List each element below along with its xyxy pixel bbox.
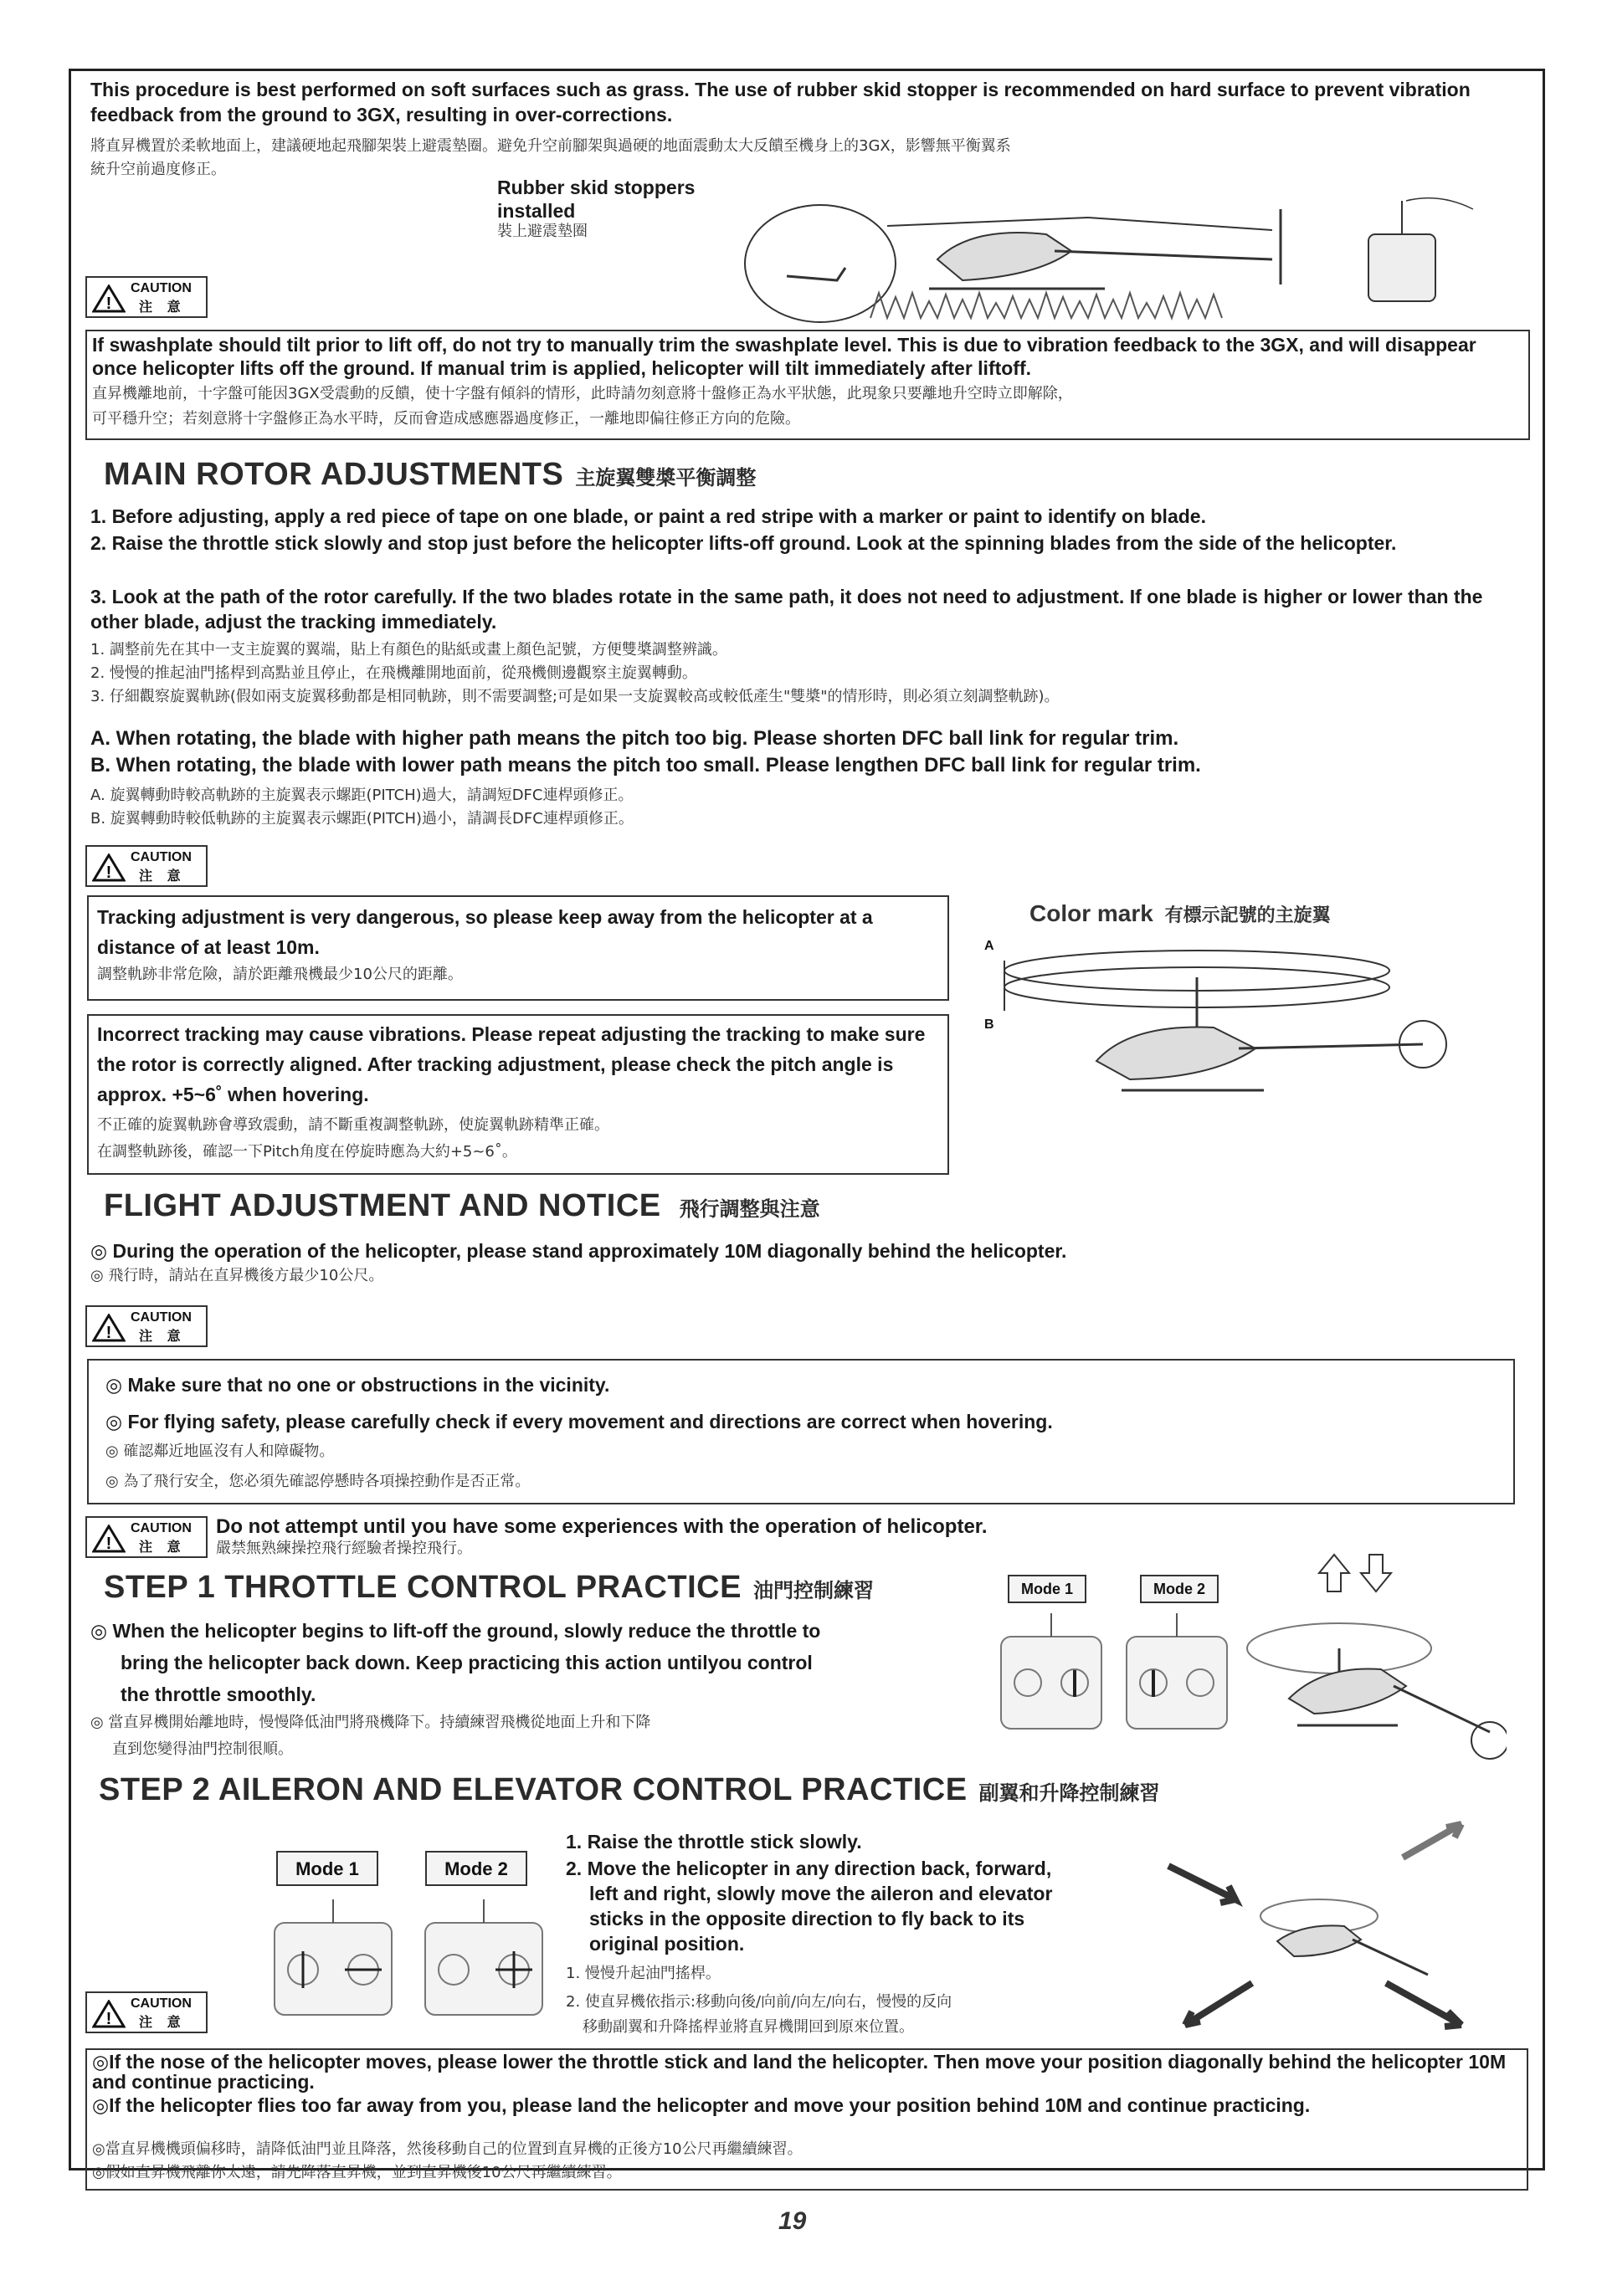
flight-title: FLIGHT ADJUSTMENT AND NOTICE [104, 1188, 661, 1223]
svg-text:!: ! [105, 1535, 112, 1553]
up-down-arrows-icon [1311, 1548, 1403, 1598]
caution-label: CAUTION [131, 1310, 192, 1325]
rotor-step-1-zh: 1. 調整前先在其中一支主旋翼的翼端，貼上有顏色的貼紙或畫上顏色記號，方便雙槳調整辨識。 [90, 641, 727, 659]
step1-heading [104, 1570, 874, 1606]
step1-text-2: bring the helicopter back down. Keep practicing this action untilyou control [121, 1652, 813, 1673]
warning-icon [92, 2000, 126, 2028]
rotor-note-b-zh: B. 旋翼轉動時較低軌跡的主旋翼表示螺距(PITCH)過小，請調長DFC連桿頭修正。 [90, 810, 634, 828]
caution-label-zh: 注 意 [139, 2014, 186, 2030]
blade-label-a: A [984, 939, 994, 953]
incorrect-tracking-box [87, 1014, 949, 1175]
caution-label: CAUTION [131, 850, 192, 864]
bottom-notice-text-2: ◎If the helicopter flies too far away from you, please land the helicopter and move your position behind 10M and continue practicing. [92, 2094, 1311, 2116]
step2-text-zh-2b: 移動副翼和升降搖桿並將直昇機開回到原來位置。 [583, 2018, 914, 2036]
swashplate-notice-box [85, 330, 1530, 440]
step2-heading [99, 1772, 1160, 1808]
step2-text-2a: 2. Move the helicopter in any direction back, forward, [566, 1858, 1052, 1879]
step2-title: STEP 2 AILERON AND ELEVATOR CONTROL PRACTICE [99, 1772, 968, 1807]
caution-badge [85, 845, 208, 887]
step1-helicopter-illustration [1239, 1607, 1507, 1774]
rotor-step-3-zh: 3. 仔細觀察旋翼軌跡(假如兩支旋翼移動都是相同軌跡，則不需要調整;可是如果一支旋翼較高或較低產生"雙槳"的情形時，則必須立刻調整軌跡)。 [90, 688, 1060, 705]
rotor-note-a: A. When rotating, the blade with higher path means the pitch too big. Please shorten DFC ball link for regular trim. [90, 727, 1179, 750]
step2-mode2-label: Mode 2 [425, 1851, 527, 1886]
flight-stand-text-zh: ◎ 飛行時，請站在直昇機後方最少10公尺。 [90, 1267, 384, 1284]
caution-label-zh: 注 意 [139, 1539, 186, 1555]
rotor-note-b: B. When rotating, the blade with lower path means the pitch too small. Please lengthen DFC ball link for regular trim. [90, 754, 1201, 776]
main-rotor-heading [104, 457, 756, 493]
step1-text-3: the throttle smoothly. [121, 1684, 316, 1705]
svg-text:!: ! [105, 295, 112, 313]
blade-label-b: B [984, 1017, 994, 1032]
flight-safety-box [87, 1359, 1515, 1504]
rotor-step-1: 1. Before adjusting, apply a red piece of tape on one blade, or paint a red stripe with a marker or paint to identify on blade. [90, 505, 1206, 527]
caution-label-zh: 注 意 [139, 868, 186, 884]
warning-icon [92, 284, 126, 313]
rotor-step-3: 3. Look at the path of the rotor carefully. If the two blades rotate in the same path, it does not need to adjustment. If one blade is higher or lower than the other blade, adjust the tracking immediately. [90, 586, 1483, 633]
swashplate-notice-zh-1: 直昇機離地前，十字盤可能因3GX受震動的反饋，使十字盤有傾斜的情形，此時請勿刻意將十盤修正為水平狀態，此現象只要離地升空時立即解除， [92, 385, 1073, 402]
step2-text-1: 1. Raise the throttle stick slowly. [566, 1831, 862, 1853]
svg-text:!: ! [105, 1324, 112, 1342]
step1-transmitter-illustrations [993, 1612, 1235, 1737]
attempt-warning-zh: 嚴禁無熟練操控飛行經驗者操控飛行。 [216, 1540, 472, 1557]
rotor-tracking-illustration [996, 935, 1465, 1103]
step2-text-zh-1: 1. 慢慢升起油門搖桿。 [566, 1965, 721, 1982]
step1-text-zh-1: ◎ 當直昇機開始離地時，慢慢降低油門將飛機降下。持續練習飛機從地面上升和下降 [90, 1714, 651, 1731]
intro-text-zh-2: 統升空前過度修正。 [90, 161, 226, 178]
svg-text:!: ! [105, 864, 112, 882]
caution-label: CAUTION [131, 1996, 192, 2011]
bottom-notice-text-1: ◎If the nose of the helicopter moves, please lower the throttle stick and land the helicopter. Then move your position diagonally behind the helicopter 10M and continue practicing. [92, 2051, 1507, 2093]
step1-text-zh-2: 直到您變得油門控制很順。 [112, 1740, 293, 1758]
rotor-step-2-zh: 2. 慢慢的推起油門搖桿到高點並且停止，在飛機離開地面前，從飛機側邊觀察主旋翼轉動。 [90, 664, 697, 682]
skid-stopper-label: Rubber skid stoppers installed [497, 177, 696, 222]
incorrect-tracking-zh-1: 不正確的旋翼軌跡會導致震動，請不斷重複調整軌跡，使旋翼軌跡精準正確。 [97, 1116, 609, 1134]
bottom-notice-box [85, 2048, 1528, 2191]
skid-stopper-label-zh: 裝上避震墊圈 [497, 223, 588, 240]
main-rotor-title-zh: 主旋翼雙槳平衡調整 [575, 466, 757, 489]
color-mark-text-zh: 有標示記號的主旋翼 [1164, 905, 1331, 926]
svg-text:!: ! [105, 2010, 112, 2028]
page-number: 19 [778, 2207, 807, 2235]
color-mark-label [1029, 900, 1331, 927]
step1-text-1: ◎ When the helicopter begins to lift-off the ground, slowly reduce the throttle to [90, 1620, 821, 1642]
step1-mode1-label: Mode 1 [1008, 1575, 1086, 1603]
step1-title-zh: 油門控制練習 [752, 1579, 874, 1602]
flight-safety-line-1-zh: ◎ 確認鄰近地區沒有人和障礙物。 [105, 1443, 335, 1460]
caution-badge [85, 276, 208, 318]
warning-icon [92, 853, 126, 882]
incorrect-tracking-zh-2: 在調整軌跡後，確認一下Pitch角度在停旋時應為大約+5~6˚。 [97, 1143, 517, 1161]
caution-label: CAUTION [131, 1521, 192, 1535]
caution-badge [85, 1305, 208, 1347]
swashplate-notice-zh-2: 可平穩升空；若刻意將十字盤修正為水平時，反而會造成感應器過度修正，一離地即偏往修正方向的危險。 [92, 410, 800, 428]
caution-badge [85, 1516, 208, 1558]
step2-text-2d: original position. [589, 1933, 745, 1955]
step1-mode2-label: Mode 2 [1140, 1575, 1219, 1603]
warning-icon [92, 1314, 126, 1342]
step2-transmitter-illustrations [266, 1896, 551, 2022]
intro-text: This procedure is best performed on soft surfaces such as grass. The use of rubber skid stopper is recommended on hard surface to prevent vibration feedback from the ground to 3GX, resulting in over-corrections. [90, 79, 1471, 126]
flight-adjustment-heading [104, 1188, 820, 1224]
intro-text-zh-1: 將直昇機置於柔軟地面上，建議硬地起飛腳架裝上避震墊圈。避免升空前腳架與過硬的地面震動太大反饋至機身上的3GX，影響無平衡翼系 [90, 137, 1011, 155]
step2-text-zh-2a: 2. 使直昇機依指示:移動向後/向前/向左/向右，慢慢的反向 [566, 1993, 952, 2011]
warning-icon [92, 1525, 126, 1553]
color-mark-text: Color mark [1029, 900, 1153, 926]
tracking-warning-zh: 調整軌跡非常危險，請於距離飛機最少10公尺的距離。 [97, 966, 463, 983]
flight-stand-text: ◎ During the operation of the helicopter, please stand approximately 10M diagonally behind the helicopter. [90, 1240, 1067, 1262]
helicopter-on-grass-illustration [720, 184, 1490, 326]
flight-safety-line-2: ◎ For flying safety, please carefully check if every movement and directions are correct when hovering. [105, 1411, 1053, 1432]
caution-label-zh: 注 意 [139, 1328, 186, 1344]
rotor-note-a-zh: A. 旋翼轉動時較高軌跡的主旋翼表示螺距(PITCH)過大，請調短DFC連桿頭修正。 [90, 787, 634, 804]
flight-title-zh: 飛行調整與注意 [679, 1197, 820, 1221]
main-rotor-title: MAIN ROTOR ADJUSTMENTS [104, 457, 564, 492]
rotor-step-2: 2. Raise the throttle stick slowly and stop just before the helicopter lifts-off ground. Look at the spinning blades from the side of the helicopter. [90, 532, 1397, 554]
step2-text-2c: sticks in the opposite direction to fly back to its [589, 1908, 1025, 1930]
caution-badge [85, 1991, 208, 2033]
flight-safety-line-2-zh: ◎ 為了飛行安全，您必須先確認停懸時各項操控動作是否正常。 [105, 1473, 531, 1490]
tracking-warning-box [87, 895, 949, 1001]
incorrect-tracking-text: Incorrect tracking may cause vibrations. Please repeat adjusting the tracking to make sure the rotor is correctly aligned. After tracking adjustment, please check the pitch angle is approx. +5~6˚ when hovering. [97, 1023, 926, 1105]
step2-direction-illustration [1152, 1816, 1486, 2033]
caution-label: CAUTION [131, 281, 192, 295]
bottom-notice-zh-2: ◎假如直昇機飛離你太遠，請先降落直昇機，並到直昇機後10公尺再繼續練習。 [92, 2164, 622, 2181]
step2-mode1-label: Mode 1 [276, 1851, 378, 1886]
attempt-warning-text: Do not attempt until you have some experiences with the operation of helicopter. [216, 1515, 988, 1538]
tracking-warning-text: Tracking adjustment is very dangerous, so please keep away from the helicopter at a distance of at least 10m. [97, 906, 873, 958]
swashplate-notice-text: If swashplate should tilt prior to lift off, do not try to manually trim the swashplate level. This is due to vibration feedback to the 3GX, and will disappear once helicopter lifts off the ground. If manual trim is applied, helicopter will tilt immediately after liftoff. [92, 334, 1476, 379]
step1-title: STEP 1 THROTTLE CONTROL PRACTICE [104, 1570, 742, 1605]
step2-title-zh: 副翼和升降控制練習 [978, 1781, 1160, 1805]
flight-safety-line-1: ◎ Make sure that no one or obstructions in the vicinity. [105, 1374, 610, 1396]
step2-text-2b: left and right, slowly move the aileron and elevator [589, 1883, 1053, 1904]
bottom-notice-zh-1: ◎當直昇機機頭偏移時，請降低油門並且降落，然後移動自己的位置到直昇機的正後方10公尺再繼續練習。 [92, 2140, 803, 2158]
caution-label-zh: 注 意 [139, 299, 186, 315]
